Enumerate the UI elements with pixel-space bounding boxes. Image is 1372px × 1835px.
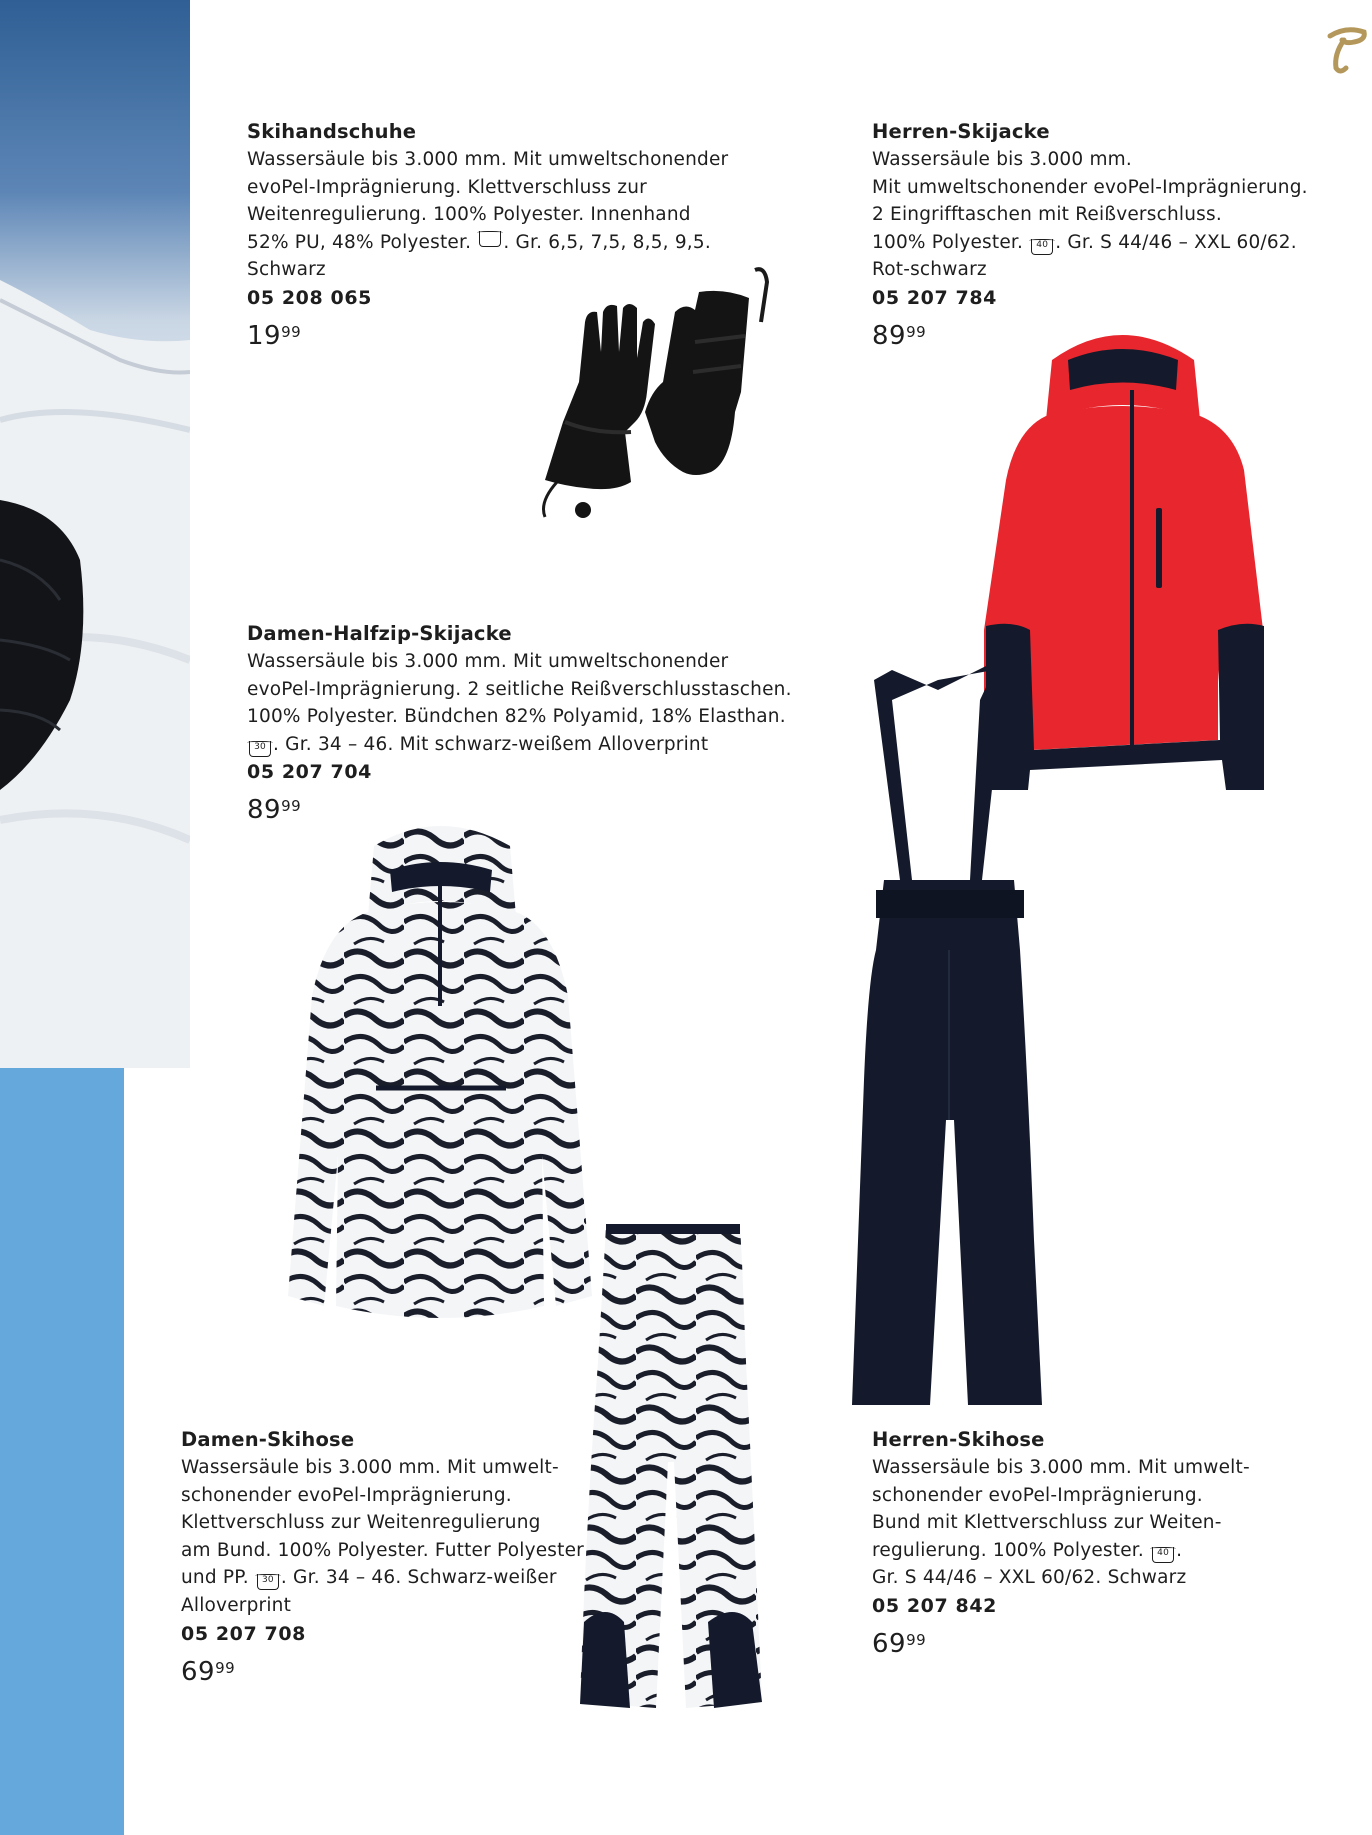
product-men-ski-pants (872, 1426, 1312, 1664)
product-description: Wassersäule bis 3.000 mm. Mit umweltschonender evoPel-Imprägnierung. Klettverschluss zur Weitenregulierung. 100% Polyester. Innenhand 52% PU, 48% Polyester. . Gr. 6,5, 7,5, 8,5, 9,5. Schwarz (247, 149, 729, 281)
women-halfzip-jacket-image (284, 826, 596, 1326)
article-number: 05 207 784 (872, 286, 997, 309)
wash-symbol-icon: 30 (257, 1574, 279, 1590)
hero-photo-strip (0, 0, 190, 1068)
product-description: Wassersäule bis 3.000 mm. Mit umweltschonender evoPel-Imprägnierung. 2 seitliche Reißverschlusstaschen. 100% Polyester. Bündchen 82% Polyamid, 18% Elasthan. 30 . Gr. 34 – 46. Mit schwarz-weißem Alloverprint (247, 651, 792, 755)
wash-symbol-icon (479, 231, 501, 247)
women-ski-pants-image (576, 1222, 766, 1712)
brand-logo-icon (1322, 20, 1368, 76)
wash-symbol-icon: 40 (1152, 1547, 1174, 1563)
product-name: Damen-Skihose (181, 1428, 355, 1451)
wash-symbol-icon: 30 (249, 741, 271, 757)
article-number: 05 208 065 (247, 286, 372, 309)
wash-symbol-icon: 40 (1031, 239, 1053, 255)
product-name: Herren-Skijacke (872, 120, 1050, 143)
price: $89^{99}$ (247, 795, 302, 826)
product-description: Wassersäule bis 3.000 mm. Mit umweltschonender evoPel-Imprägnierung. 2 Eingrifftaschen mit Reißverschluss. 100% Polyester. 40 . Gr. S 44/46 – XXL 60/62. Rot-schwarz (872, 149, 1308, 281)
article-number: 05 207 704 (247, 761, 372, 784)
product-description: Wassersäule bis 3.000 mm. Mit umwelt- schonender evoPel-Imprägnierung. Bund mit Klettverschluss zur Weiten- regulierung. 100% Polyester. 40 . Gr. S 44/46 – XXL 60/62. Schwarz (872, 1457, 1250, 1589)
product-women-halfzip-jacket (247, 620, 807, 830)
men-ski-pants-image (844, 660, 1054, 1410)
article-number: 05 207 842 (872, 1594, 997, 1617)
price: $19^{99}$ (247, 320, 302, 351)
product-name: Damen-Halfzip-Skijacke (247, 622, 512, 645)
price: $69^{99}$ (181, 1656, 236, 1687)
product-name: Skihandschuhe (247, 120, 417, 143)
product-description: Wassersäule bis 3.000 mm. Mit umwelt- schonender evoPel-Imprägnierung. Klettverschluss zur Weitenregulierung am Bund. 100% Polyester. Futter Polyester und PP. 30 . Gr. 34 – 46. Schwarz-weißer Alloverprint (181, 1457, 584, 1616)
product-name: Herren-Skihose (872, 1428, 1045, 1451)
article-number: 05 207 708 (181, 1622, 306, 1645)
blue-side-band (0, 1068, 124, 1835)
price: $69^{99}$ (872, 1628, 927, 1659)
ski-gloves-image (535, 262, 775, 552)
product-women-ski-pants (181, 1426, 601, 1692)
price: $89^{99}$ (872, 320, 927, 351)
